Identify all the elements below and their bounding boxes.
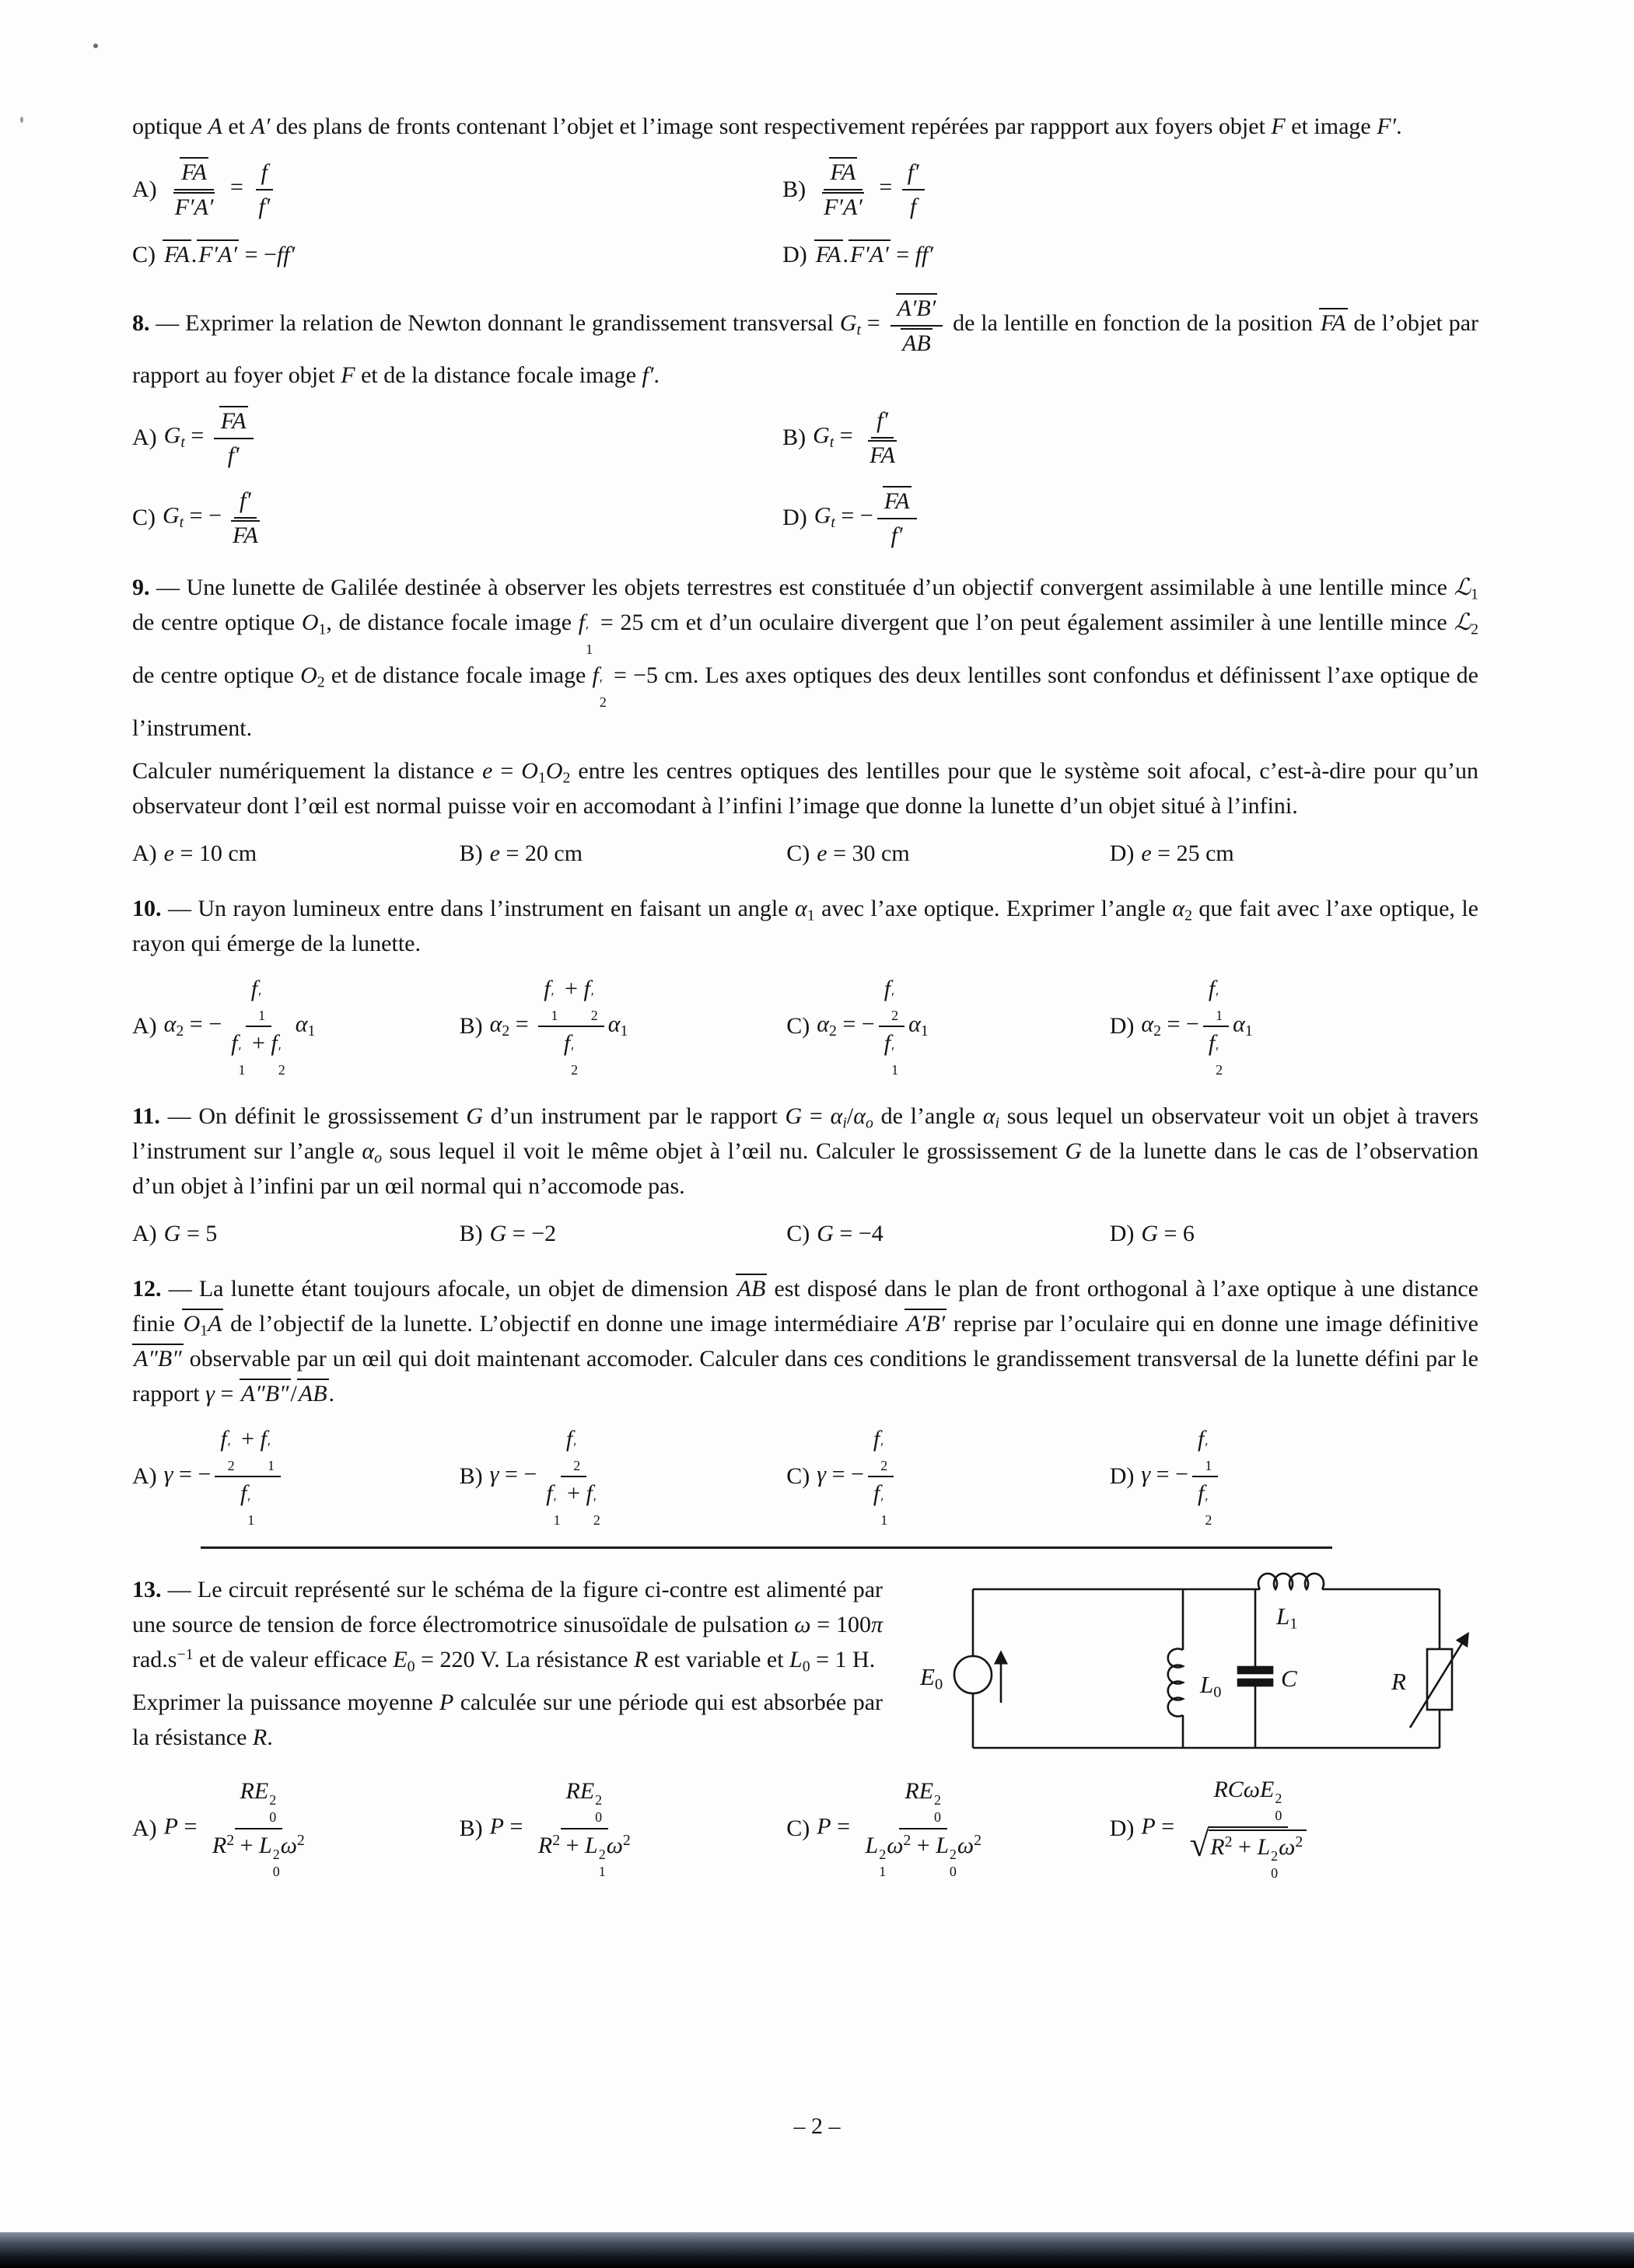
section-divider <box>201 1546 1332 1549</box>
option-formula: P = RCωE 2 0 √ $R^2 + L$ 2 0 $\omega^2$ <box>1141 1774 1316 1882</box>
option-formula: e = 10 cm <box>163 840 257 867</box>
question-8-options <box>132 405 1478 550</box>
option-b <box>460 1424 787 1529</box>
capacitor-plate-top <box>1238 1667 1272 1673</box>
option-label: D) <box>782 505 807 530</box>
question-number: 10. <box>132 896 162 922</box>
option-c <box>786 1424 1109 1529</box>
question-body: — Une lunette de Galilée destinée à observer les objets terrestres est constituée d’un objectif convergent assimilable à une lentille mince ℒ$_1$ de centre optique $O_1$, de distance focale image f ′ 1 = 25 cm et d’un oculaire divergent que l’on peut également assimiler à une lentille mince ℒ$_2$ de centre optique $O_2$ et de distance focale image f ′ 2 = −5 cm. Les axes optiques des deux lentilles sont confondus et définissent l’axe optique de l’instrument. <box>132 575 1478 742</box>
option-formula: P = RE 2 0 $R^2 + L$ 2 1 $\omega^2$ <box>490 1776 640 1881</box>
option-formula: e = 20 cm <box>489 840 583 867</box>
option-formula: $G_t$ = $\frac{f'}{FA}$ <box>813 405 906 470</box>
label-L0: $L_0$ <box>1200 1670 1222 1701</box>
option-c <box>786 973 1109 1078</box>
option-c <box>786 1776 1109 1881</box>
question-9-text-2 <box>132 753 1478 823</box>
option-formula: e = 25 cm <box>1141 840 1234 867</box>
option-formula: $G_t$ = $\frac{FA}{f'}$ <box>164 405 257 470</box>
label-C: C <box>1281 1664 1297 1692</box>
question-9-options <box>132 836 1478 871</box>
question-number: 13. <box>132 1576 162 1602</box>
scan-speck <box>93 44 98 48</box>
option-label: C) <box>786 1013 810 1040</box>
scan-edge-artifact <box>0 2232 1634 2268</box>
question-9-text <box>132 570 1478 746</box>
option-label: D) <box>1109 1463 1135 1490</box>
option-label: C) <box>786 840 810 867</box>
option-formula: $\frac{FA}{F'A'}$ = $\frac{f}{f'}$ <box>164 156 280 222</box>
option-formula: P = RE 2 0 $R^2 + L$ 2 0 $\omega^2$ <box>164 1776 314 1881</box>
option-formula: $\alpha_2$ = − f ′ 1 f ′ 2 $\alpha_1$ <box>1141 973 1252 1078</box>
option-a <box>132 1776 460 1881</box>
page-number <box>0 2109 1634 2144</box>
option-label: D) <box>1109 840 1135 867</box>
question-number: 12. <box>132 1276 162 1302</box>
option-label: A) <box>132 840 157 867</box>
option-b <box>782 156 1478 222</box>
option-formula: γ = − f ′ 1 f ′ 2 <box>1141 1424 1222 1529</box>
option-label: D) <box>1109 1815 1135 1841</box>
option-a <box>132 156 782 222</box>
question-number: 11. <box>132 1103 160 1130</box>
option-label: A) <box>132 1013 157 1040</box>
question-13-text-2 <box>132 1685 883 1755</box>
question-12-text <box>132 1271 1478 1411</box>
option-label: B) <box>459 1463 483 1490</box>
option-formula: $\alpha_2$ = − f ′ 1 f ′ 1 + f ′ 2 $\alpha_1$ <box>164 973 316 1078</box>
option-formula: FA.F′A′ = −ff′ <box>163 237 295 272</box>
option-formula: γ = − f ′ 2 f ′ 1 <box>817 1424 897 1529</box>
option-formula: γ = − f ′ 2 + f ′ 1 f ′ 1 <box>164 1424 285 1529</box>
option-a <box>132 405 782 470</box>
option-formula: γ = − f ′ 2 f ′ 1 + f ′ 2 <box>490 1424 611 1529</box>
question-body: Exprimer la puissance moyenne P calculée sur une période qui est absorbée par la résistance R. <box>132 1689 883 1750</box>
question-number: 9. <box>132 575 150 600</box>
question-8-text <box>132 292 1478 393</box>
option-d <box>1110 1216 1478 1251</box>
option-label: C) <box>132 242 156 267</box>
question-13-text-column <box>132 1572 883 1755</box>
option-label: D) <box>782 242 807 267</box>
question-body: — La lunette étant toujours afocale, un objet de dimension AB est disposé dans le plan de front orthogonal à l’axe optique à une distance finie $O_1A$ de l’objectif de la lunette. L’objectif en donne une image intermédiaire A′B′ reprise par l’oculaire qui en donne une image définitive A″B″ observable par un œil qui doit maintenant accomoder. Calculer dans ces conditions le grandissement transversal de la lunette défini par le rapport γ = A″B″/AB. <box>132 1276 1478 1407</box>
intro-paragraph <box>132 109 1478 144</box>
question-body: Calculer numériquement la distance $e = O_1O_2$ entre les centres optiques des lentilles pour que le système soit afocal, c’est-à-dire pour qu’un observateur dont l’œil est normal puisse voir en accomodant à l’infini l’image que donne la lunette d’un objet situé à l’infini. <box>132 758 1478 819</box>
option-formula: $\frac{FA}{F'A'}$ = $\frac{f'}{f}$ <box>813 156 929 222</box>
option-c <box>132 237 782 272</box>
option-label: B) <box>459 1013 483 1040</box>
option-c <box>786 836 1109 871</box>
source-circle <box>954 1656 992 1693</box>
inductor-L0 <box>1168 1648 1183 1716</box>
option-label: D) <box>1109 1221 1135 1247</box>
option-label: A) <box>132 1221 157 1247</box>
option-formula: $\alpha_2$ = − f ′ 2 f ′ 1 $\alpha_1$ <box>817 973 928 1078</box>
option-label: C) <box>786 1463 810 1490</box>
label-R: R <box>1391 1667 1406 1695</box>
option-label: B) <box>459 840 483 867</box>
option-formula: e = 30 cm <box>817 840 910 867</box>
option-formula: P = RE 2 0 L 2 1 $\omega^2 + L$ 2 0 $\omega^2$ <box>817 1776 991 1881</box>
option-formula: $G_t$ = − $\frac{FA}{f'}$ <box>814 485 921 550</box>
inductor-L1 <box>1258 1573 1324 1588</box>
option-b <box>460 973 787 1078</box>
question-12-options <box>132 1424 1478 1529</box>
option-c <box>132 485 782 550</box>
page-number-text: – 2 – <box>793 2113 841 2139</box>
option-b <box>460 1776 787 1881</box>
option-a <box>132 1424 460 1529</box>
question-10-text <box>132 891 1478 961</box>
option-d <box>1110 1424 1478 1529</box>
capacitor-plate-bottom <box>1238 1679 1272 1686</box>
scan-speck <box>20 117 23 123</box>
question-13-text <box>132 1572 883 1677</box>
option-label: B) <box>782 176 807 202</box>
option-a <box>132 973 460 1078</box>
question-10-options <box>132 973 1478 1078</box>
option-label: A) <box>132 425 157 450</box>
question-13-options <box>132 1774 1478 1882</box>
option-label: B) <box>459 1815 483 1841</box>
question-11-options <box>132 1216 1478 1251</box>
question-13 <box>132 1572 1478 1762</box>
option-c <box>786 1216 1109 1251</box>
option-label: A) <box>132 176 157 202</box>
option-d <box>1110 1774 1478 1882</box>
option-formula: G = 5 <box>163 1221 218 1247</box>
option-label: B) <box>459 1221 483 1247</box>
option-a <box>132 1216 460 1251</box>
option-formula: G = −4 <box>817 1221 883 1247</box>
question-body: — On définit le grossissement G d’un instrument par le rapport $G = \alpha_i/\alpha_o$ de l’angle $\alpha_i$ sous lequel un observateur voit un objet à travers l’instrument sur l’angle $\alpha_o$ sous lequel il voit le même objet à l’œil nu. Calculer le grossissement G de la lunette dans le cas de l’observation d’un objet à l’infini par un œil normal qui n’accomode pas. <box>132 1103 1479 1200</box>
option-a <box>132 836 460 871</box>
option-d <box>782 485 1478 550</box>
question-body: — Exprimer la relation de Newton donnant le grandissement transversal $G_t$ = $\frac{A'B'}{AB}$ de la lentille en fonction de la position FA de l’objet par rapport au foyer objet F et de la distance focale image f′. <box>132 310 1478 388</box>
option-label: A) <box>132 1815 157 1841</box>
option-label: C) <box>132 505 156 530</box>
question-number: 8. <box>132 309 150 336</box>
option-label: D) <box>1109 1013 1135 1040</box>
question-11-text <box>132 1099 1478 1204</box>
question-7-options <box>132 156 1478 272</box>
question-body: — Un rayon lumineux entre dans l’instrument en faisant un angle $\alpha_1$ avec l’axe optique. Exprimer l’angle $\alpha_2$ que fait avec l’axe optique, le rayon qui émerge de la lunette. <box>132 896 1478 957</box>
question-body: — Le circuit représenté sur le schéma de la figure ci-contre est alimenté par une source de tension de force électromotrice sinusoïdale de pulsation ω = 100π $rad.s^{-1}$ et de valeur efficace $E_0 = 220$ V. La résistance R est variable et $L_0 = 1$ H. <box>132 1576 883 1676</box>
circuit-diagram <box>911 1575 1478 1762</box>
option-label: C) <box>786 1815 810 1841</box>
label-E0: $E_0$ <box>920 1662 943 1693</box>
option-d <box>1110 973 1478 1078</box>
option-b <box>460 836 787 871</box>
option-formula: G = 6 <box>1141 1221 1195 1247</box>
option-formula: $\alpha_2$ = f ′ 1 + f ′ 2 f ′ 2 $\alpha_1$ <box>490 973 628 1078</box>
intro-text: optique A et A′ des plans de fronts contenant l’objet et l’image sont respectivement repérées par rappport aux foyers objet F et image F′. <box>132 114 1402 139</box>
option-formula: FA.F′A′ = ff′ <box>814 237 933 272</box>
option-b <box>460 1216 787 1251</box>
label-L1: $L_1$ <box>1276 1602 1298 1633</box>
option-formula: $G_t$ = − $\frac{f'}{FA}$ <box>163 485 269 550</box>
option-d <box>1110 836 1478 871</box>
option-label: C) <box>786 1221 810 1247</box>
option-b <box>782 405 1478 470</box>
option-label: B) <box>782 425 807 450</box>
option-d <box>782 237 1478 272</box>
option-label: A) <box>132 1463 157 1490</box>
option-formula: G = −2 <box>489 1221 557 1247</box>
